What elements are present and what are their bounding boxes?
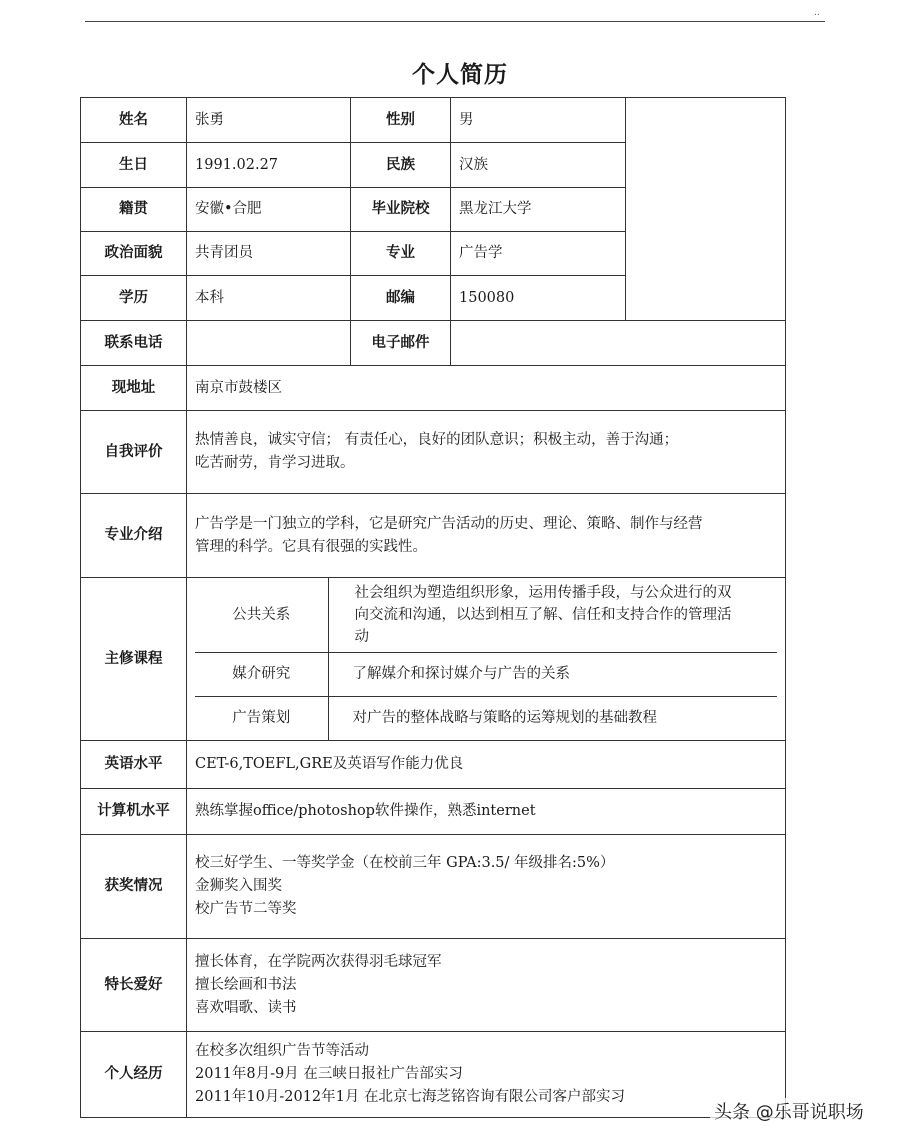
english-value: CET-6,TOEFL,GRE及英语写作能力优良	[187, 741, 786, 789]
origin-label: 籍贯	[81, 188, 187, 232]
header-dots: ..	[814, 8, 820, 18]
postcode-value: 150080	[451, 276, 626, 321]
course-row	[195, 696, 777, 740]
hobbies-line: 擅长绘画和书法	[195, 976, 297, 993]
course-row	[195, 578, 777, 652]
awards-line: 金狮奖入围奖	[195, 878, 282, 894]
header-rule	[85, 21, 825, 22]
row-name	[81, 98, 786, 143]
course-name: 广告策划	[195, 696, 328, 740]
major-intro-label: 专业介绍	[81, 494, 187, 578]
hobbies-label: 特长爱好	[81, 939, 187, 1032]
course-row	[195, 652, 777, 696]
education-label: 学历	[81, 276, 187, 321]
school-value: 黑龙江大学	[451, 188, 626, 232]
course-desc	[328, 578, 777, 652]
row-contact	[81, 321, 786, 366]
courses-cell	[187, 578, 786, 741]
self-eval-value	[187, 411, 786, 494]
english-label: 英语水平	[81, 741, 187, 789]
major-value: 广告学	[451, 232, 626, 276]
row-english	[81, 741, 786, 789]
hobbies-line: 喜欢唱歌、读书	[195, 999, 297, 1016]
major-intro-value	[187, 494, 786, 578]
school-label: 毕业院校	[351, 188, 451, 232]
experience-line: 2011年8月-9月 在三峡日报社广告部实习	[195, 1066, 463, 1082]
hobbies-line: 擅长体育，在学院两次获得羽毛球冠军	[195, 953, 442, 970]
experience-line: 2011年10月-2012年1月 在北京七海芝铭咨询有限公司客户部实习	[195, 1089, 625, 1105]
row-courses	[81, 578, 786, 741]
experience-label: 个人经历	[81, 1032, 187, 1118]
experience-line: 在校多次组织广告节等活动	[195, 1043, 369, 1059]
awards-line: 校三好学生、一等奖学金（在校前三年 GPA:3.5/ 年级排名:5%）	[195, 855, 615, 871]
course-desc-line: 动	[354, 628, 369, 645]
major-intro-line: 广告学是一门独立的学科，它是研究广告活动的历史、理论、策略、制作与经营	[195, 515, 703, 532]
origin-value: 安徽•合肥	[187, 188, 351, 232]
watermark: 头条 @乐哥说职场	[710, 1098, 868, 1124]
ethnicity-label: 民族	[351, 143, 451, 188]
course-desc-line: 了解媒介和探讨媒介与广告的关系	[352, 666, 570, 682]
email-value	[451, 321, 786, 366]
awards-value	[187, 835, 786, 939]
course-desc-line: 向交流和沟通，以达到相互了解、信任和支持合作的管理活	[354, 606, 732, 623]
name-value: 张勇	[187, 98, 351, 143]
email-label: 电子邮件	[351, 321, 451, 366]
hobbies-value	[187, 939, 786, 1032]
gender-label: 性别	[351, 98, 451, 143]
row-experience	[81, 1032, 786, 1118]
photo-area	[626, 98, 786, 321]
self-eval-line: 热情善良，诚实守信； 有责任心，良好的团队意识；积极主动，善于沟通；	[195, 432, 679, 448]
course-desc-line: 社会组织为塑造组织形象，运用传播手段，与公众进行的双	[354, 584, 732, 601]
address-value: 南京市鼓楼区	[187, 366, 786, 411]
courses-table	[195, 578, 777, 740]
course-desc	[328, 696, 777, 740]
ethnicity-value: 汉族	[451, 143, 626, 188]
course-desc	[328, 652, 777, 696]
postcode-label: 邮编	[351, 276, 451, 321]
row-awards	[81, 835, 786, 939]
course-name: 媒介研究	[195, 652, 328, 696]
self-eval-line: 吃苦耐劳，肯学习进取。	[195, 455, 355, 471]
major-intro-line: 管理的科学。它具有很强的实践性。	[195, 538, 427, 555]
courses-label: 主修课程	[81, 578, 187, 741]
birth-label: 生日	[81, 143, 187, 188]
awards-line: 校广告节二等奖	[195, 901, 297, 917]
resume-table	[80, 97, 786, 1118]
self-eval-label: 自我评价	[81, 411, 187, 494]
major-label: 专业	[351, 232, 451, 276]
experience-value	[187, 1032, 786, 1118]
computer-value: 熟练掌握office/photoshop软件操作，熟悉internet	[187, 789, 786, 835]
politics-label: 政治面貌	[81, 232, 187, 276]
politics-value: 共青团员	[187, 232, 351, 276]
row-self-eval	[81, 411, 786, 494]
education-value: 本科	[187, 276, 351, 321]
name-label: 姓名	[81, 98, 187, 143]
row-computer	[81, 789, 786, 835]
phone-label: 联系电话	[81, 321, 187, 366]
course-desc-line: 对广告的整体战略与策略的运筹规划的基础教程	[352, 710, 657, 727]
awards-label: 获奖情况	[81, 835, 187, 939]
row-address	[81, 366, 786, 411]
phone-value	[187, 321, 351, 366]
computer-label: 计算机水平	[81, 789, 187, 835]
birth-value: 1991.02.27	[187, 143, 351, 188]
row-hobbies	[81, 939, 786, 1032]
course-name: 公共关系	[195, 578, 328, 652]
address-label: 现地址	[81, 366, 187, 411]
row-major-intro	[81, 494, 786, 578]
page-title: 个人简历	[412, 62, 508, 88]
gender-value: 男	[451, 98, 626, 143]
